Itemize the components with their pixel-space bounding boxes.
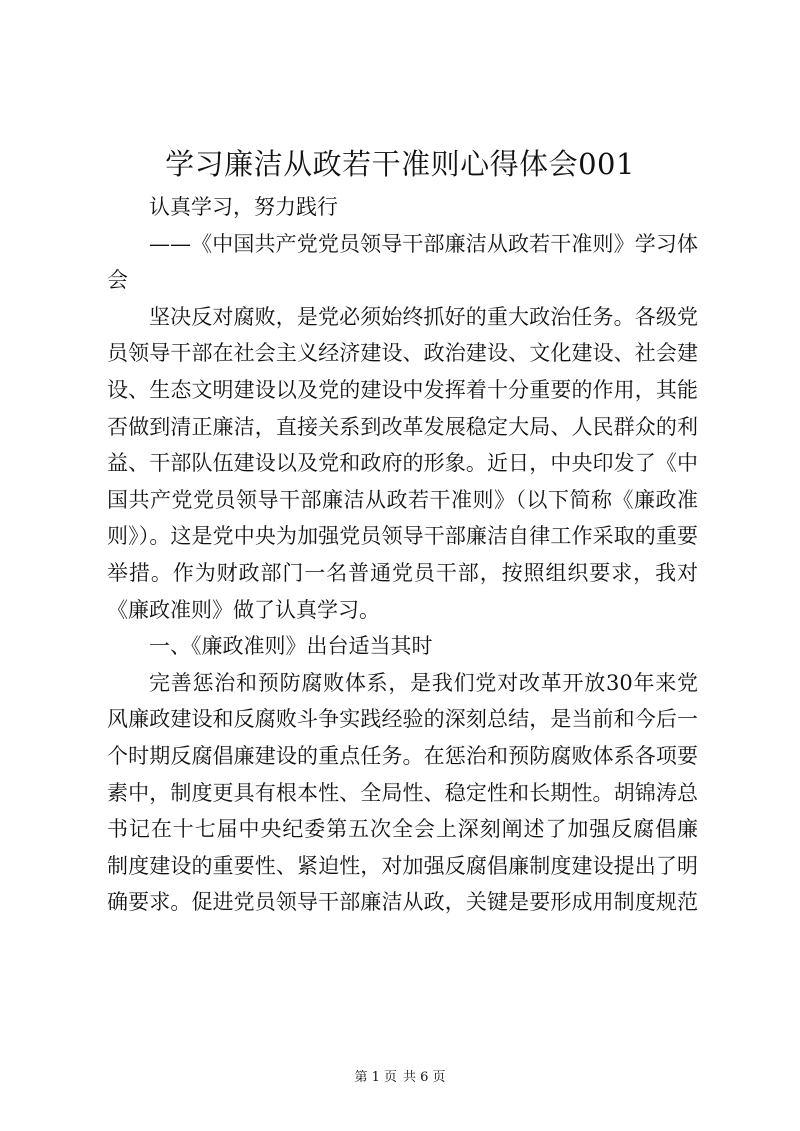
paragraph-1-line: 设、生态文明建设以及党的建设中发挥着十分重要的作用，其能 (107, 377, 698, 402)
paragraph-2-line: 素中，制度更具有根本性、全局性、稳定性和长期性。胡锦涛总 (107, 780, 698, 805)
document-body (107, 189, 698, 921)
paragraph-2-line: 书记在十七届中央纪委第五次全会上深刻阐述了加强反腐倡廉 (107, 817, 698, 842)
paragraph-2-line: 风廉政建设和反腐败斗争实践经验的深刻总结，是当前和今后一 (107, 707, 698, 732)
paragraph-1-line: 则》）。这是党中央为加强党员领导干部廉洁自律工作采取的重要 (107, 524, 698, 549)
paragraph-1-line: 益、干部队伍建设以及党和政府的形象。近日，中央印发了《中 (107, 451, 698, 476)
paragraph-1-line: 举措。作为财政部门一名普通党员干部，按照组织要求，我对 (107, 560, 698, 585)
paragraph-2-line: 确要求。促进党员领导干部廉洁从政，关键是要形成用制度规范 (107, 890, 698, 915)
paragraph-1-line: 员领导干部在社会主义经济建设、政治建设、文化建设、社会建 (107, 341, 698, 366)
paragraph-1-line-end: 《廉政准则》做了认真学习。 (107, 597, 380, 622)
page-number: 第 1 页 (354, 1070, 397, 1085)
subtitle-source-line: ——《中国共产党党员领导干部廉洁从政若干准则》学习体 (149, 231, 698, 256)
page-footer (0, 1069, 800, 1087)
paragraph-2-line: 个时期反腐倡廉建设的重点任务。在惩治和预防腐败体系各项要 (107, 743, 698, 768)
section-heading: 一、《廉政准则》出台适当其时 (149, 634, 433, 659)
paragraph-2-line: 完善惩治和预防腐败体系，是我们党对改革开放30年来党 (149, 670, 698, 695)
paragraph-1-line: 否做到清正廉洁，直接关系到改革发展稳定大局、人民群众的利 (107, 414, 698, 439)
page-total: 共 6 页 (403, 1070, 446, 1085)
paragraph-2-line: 制度建设的重要性、紧迫性，对加强反腐倡廉制度建设提出了明 (107, 853, 698, 878)
subtitle-source-line-end: 会 (107, 268, 128, 293)
document-title: 学习廉洁从政若干准则心得体会001 (165, 147, 635, 181)
paragraph-1-line: 国共产党党员领导干部廉洁从政若干准则》（以下简称《廉政准 (107, 487, 698, 512)
subtitle-line: 认真学习，努力践行 (149, 195, 338, 219)
paragraph-1-line: 坚决反对腐败，是党必须始终抓好的重大政治任务。各级党 (149, 304, 698, 329)
